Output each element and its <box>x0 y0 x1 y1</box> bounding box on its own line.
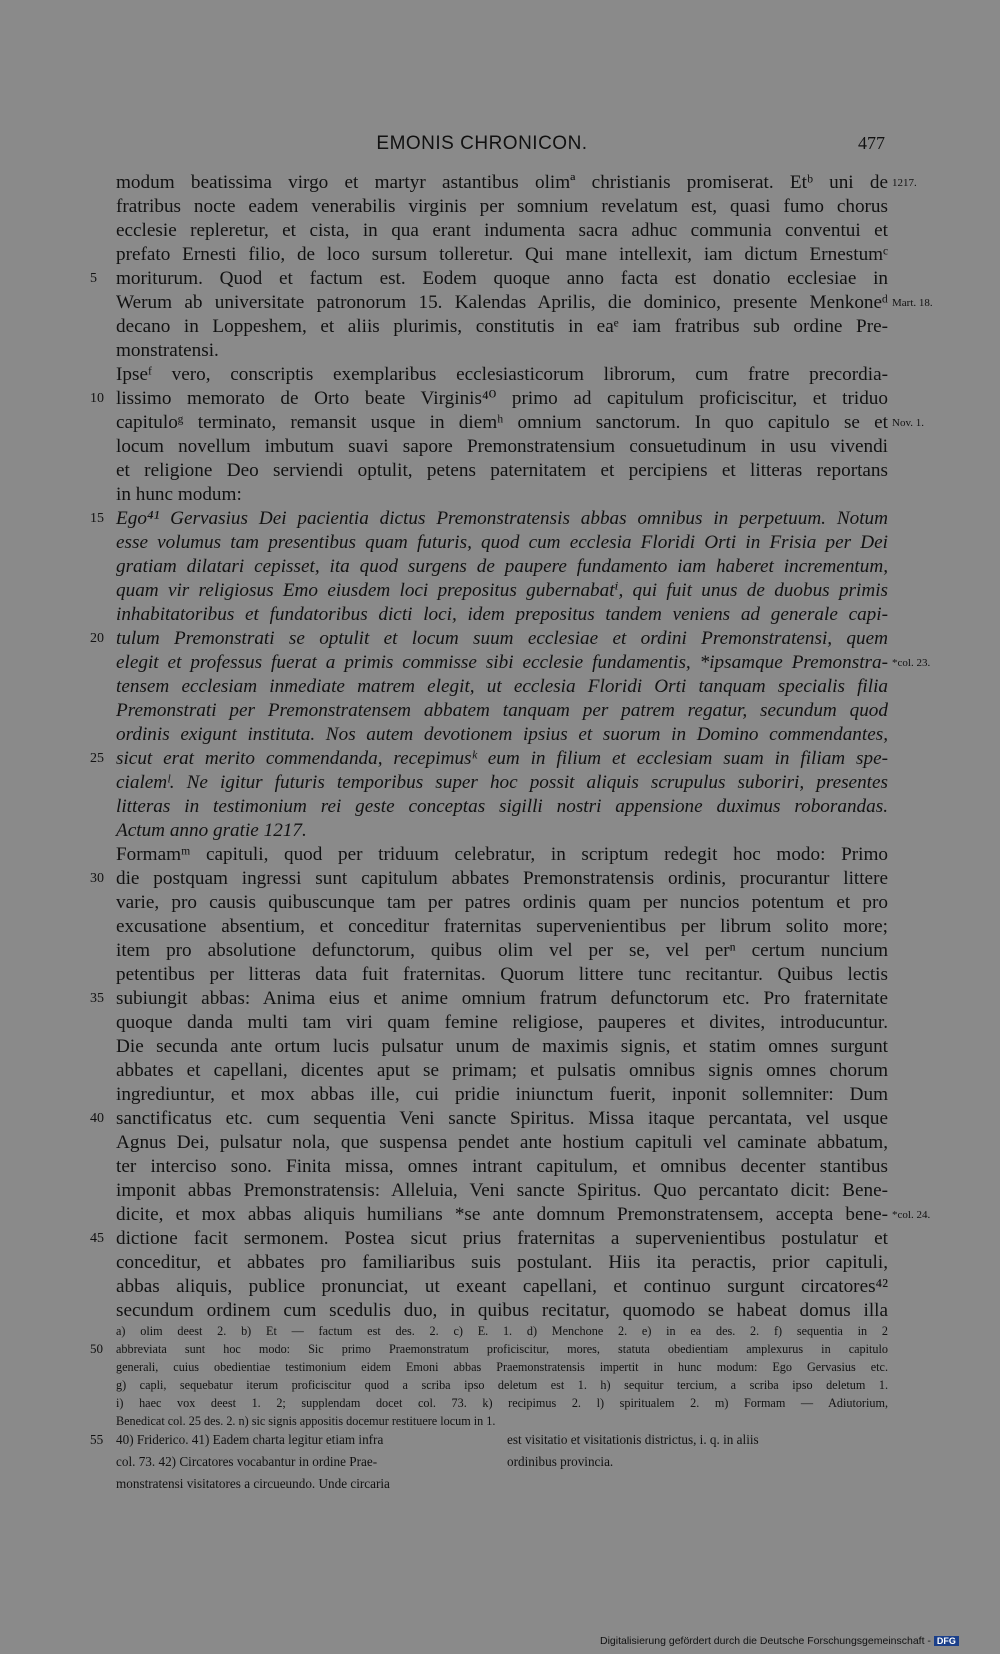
margin-note: 1217. <box>892 177 917 189</box>
text-line: dicite, et mox abbas aliquis humilians *se ante domnum Premonstratensem, accepta bene- <box>116 1204 888 1225</box>
endnote-line: monstratensi visitatores a circueundo. Unde circaria <box>116 1476 390 1491</box>
text-line: cialemˡ. Ne igitur futuris temporibus super hoc possit aliquis scrupulus suboriri, presentes <box>116 772 888 793</box>
text-line: esse volumus tam presentibus quam futuris, quod cum ecclesia Floridi Orti in Frisia per Dei <box>116 532 888 553</box>
text-line: conceditur, et abbates pro familiaribus suis postulant. Hiis ita peractis, prior capituli, <box>116 1252 888 1273</box>
text-line: monstratensi. <box>116 340 219 361</box>
page-number: 477 <box>858 133 885 153</box>
text-line: prefato Ernesti filio, de loco sursum tolleretur. Qui mane intellexit, iam dictum Ernestumᶜ <box>116 244 888 265</box>
line-number: 15 <box>90 511 104 526</box>
text-line: tulum Premonstrati se optulit et locum suum ecclesiae et ordini Premonstratensi, quem <box>116 628 888 649</box>
page-header <box>0 133 1000 163</box>
text-line: Ipseᶠ vero, conscriptis exemplaribus ecclesiasticorum librorum, cum fratre precordia- <box>116 364 888 385</box>
text-line: sanctificatus etc. cum sequentia Veni sancte Spiritus. Missa itaque percantata, vel usque <box>116 1108 888 1129</box>
text-line: abbates et capellani, dicentes aput se primam; et pulsatis omnibus signis omnes chorum <box>116 1060 888 1081</box>
text-line: locum novellum imbutum suavi sapore Premonstratensium consuetudinum in usu vivendi <box>116 436 888 457</box>
line-number: 10 <box>90 391 104 406</box>
footnote-line: abbreviata sunt hoc modo: Sic primo Praemonstratum proficiscitur, mores, statuta obedientiam amplexurus in capitulo <box>116 1342 888 1356</box>
text-line: elegit et professus fuerat a primis commisse sibi ecclesie fundamentis, *ipsamque Premonstra- <box>116 652 888 673</box>
text-line: lissimo memorato de Orto beate Virginis⁴⁰ primo ad capitulum proficiscitur, et triduo <box>116 388 888 409</box>
margin-note: Nov. 1. <box>892 417 924 429</box>
footnote-line: a) olim deest 2. b) Et — factum est des. 2. c) E. 1. d) Menchone 2. e) in ea des. 2. f) sequentia in 2 <box>116 1324 888 1338</box>
line-number: 20 <box>90 631 104 646</box>
text-line: quoque danda multi tam viri quam femine religiose, pauperes et divites, introducuntur. <box>116 1012 888 1033</box>
text-line: et religione Deo serviendi optulit, petens paternitatem et percipiens et litteras reportans <box>116 460 888 481</box>
dfg-logo: DFG <box>934 1636 959 1646</box>
text-line: quam vir religiosus Emo eiusdem loci prepositus gubernabatⁱ, qui fuit unus de duobus primis <box>116 580 888 601</box>
line-number: 45 <box>90 1231 104 1246</box>
text-line: inhabitatoribus et fundatoribus dicti loci, idem prepositus tandem veniens ad generale capi- <box>116 604 888 625</box>
text-line: gratiam dilatari cepisset, ita quod surgens de paupere fundamento iam haberet incrementum, <box>116 556 888 577</box>
text-line: moriturum. Quod et factum est. Eodem quoque anno facta est donatio ecclesiae in <box>116 268 888 289</box>
margin-note: *col. 23. <box>892 657 931 669</box>
margin-note: Mart. 18. <box>892 297 933 309</box>
text-line: die postquam ingressi sunt capitulum abbates Premonstratensis ordinis, procurantur littere <box>116 868 888 889</box>
text-line: item pro absolutione defunctorum, quibus olim vel per se, vel perⁿ certum nuncium <box>116 940 888 961</box>
text-line: dictione facit sermonem. Postea sicut prius fraternitas a supervenientibus postulatur et <box>116 1228 888 1249</box>
endnote-line: col. 73. 42) Circatores vocabantur in ordine Prae- <box>116 1454 378 1469</box>
text-line: Premonstrati per Premonstratensem abbatem tanquam per patrem regatur, secundum quod <box>116 700 888 721</box>
text-line: sicut erat merito commendanda, recepimusᵏ eum in filium et ecclesiam suam in filiam spe- <box>116 748 888 769</box>
text-line: Agnus Dei, pulsatur nola, que suspensa pendet ante hostium capituli vel caminate abbatum, <box>116 1132 888 1153</box>
line-number: 40 <box>90 1111 104 1126</box>
text-line: abbas aliquis, publice pronunciat, ut exeant capellani, et continuo surgunt circatores⁴² <box>116 1276 888 1297</box>
endnote-line: ordinibus provincia. <box>507 1454 614 1469</box>
text-line: Formamᵐ capituli, quod per triduum celebratur, in scriptum redegit hoc modo: Primo <box>116 844 888 865</box>
line-number: 50 <box>90 1341 103 1356</box>
footer-text: Digitalisierung gefördert durch die Deutsche Forschungsgemeinschaft - <box>600 1635 931 1647</box>
text-line: in hunc modum: <box>116 484 242 505</box>
footer-credit <box>600 1635 959 1647</box>
text-line: petentibus per litteras data fuit fraternitas. Quorum littere tunc recitantur. Quibus lectis <box>116 964 888 985</box>
line-number: 30 <box>90 871 104 886</box>
line-number: 35 <box>90 991 104 1006</box>
text-line: ingrediuntur, et mox abbas ille, cui pridie iniunctum fuerit, inponit sollemniter: Dum <box>116 1084 888 1105</box>
footnote-line: g) capli, sequebatur iterum proficiscitur quod a scriba ipso deletum est 1. h) sequitur tercium, a scriba ipso deletum 1. <box>116 1378 888 1392</box>
margin-note: *col. 24. <box>892 1209 931 1221</box>
footnote-line: Benedicat col. 25 des. 2. n) sic signis appositis docemur restituere locum in 1. <box>116 1414 496 1428</box>
text-line: excusatione absentium, et conceditur fraternitas supervenientibus per librum solito more; <box>116 916 888 937</box>
text-line: Die secunda ante ortum lucis pulsatur unum de maximis signis, et statim omnes surgunt <box>116 1036 888 1057</box>
text-line: Werum ab universitate patronorum 15. Kalendas Aprilis, die dominico, presente Menkoneᵈ <box>116 292 888 313</box>
text-line: Ego⁴¹ Gervasius Dei pacientia dictus Premonstratensis abbas omnibus in perpetuum. Notum <box>116 508 888 529</box>
text-line: ter interciso sono. Finita missa, omnes intrant capitulum, et omnibus decenter stantibus <box>116 1156 888 1177</box>
text-line: modum beatissima virgo et martyr astantibus olimª christianis promiserat. Etᵇ uni de <box>116 172 888 193</box>
text-line: ecclesie repleretur, et cista, in qua erant indumenta sacra adhuc communia conventui et <box>116 220 888 241</box>
text-line: fratribus nocte eadem venerabilis virginis per somnium revelatum est, quasi fumo chorus <box>116 196 888 217</box>
footnote-line: i) haec vox deest 1. 2; supplendam docet col. 73. k) recipimus 2. l) spiritualem 2. m) Formam — Adiutorium, <box>116 1396 888 1410</box>
text-line: decano in Loppeshem, et aliis plurimis, constitutis in eaᵉ iam fratribus sub ordine Pre- <box>116 316 888 337</box>
text-line: tensem ecclesiam inmediate matrem elegit, ut ecclesia Floridi Orti tanquam specialis filia <box>116 676 888 697</box>
line-number: 55 <box>90 1432 104 1447</box>
text-line: litteras in testimonium rei geste conceptas sigilli nostri appensione duximus roborandas. <box>116 796 888 817</box>
text-line: Actum anno gratie 1217. <box>116 820 307 841</box>
text-line: ordinis exigunt instituta. Nos autem devotionem ipsius et suorum in Domino commendantes, <box>116 724 888 745</box>
footnote-line: generali, cuius obedientiae testimonium eidem Emoni abbas Praemonstratensis impertit in hunc modum: Ego Gervasius etc. <box>116 1360 888 1374</box>
endnote-line: est visitatio et visitationis districtus, i. q. in aliis <box>507 1432 759 1447</box>
text-line: subiungit abbas: Anima eius et anime omnium fratrum defunctorum etc. Pro fraternitate <box>116 988 888 1009</box>
running-title: EMONIS CHRONICON. <box>376 133 588 154</box>
text-line: capituloᵍ terminato, remansit usque in diemʰ omnium sanctorum. In quo capitulo se et <box>116 412 888 433</box>
text-line: imponit abbas Premonstratensis: Alleluia, Veni sancte Spiritus. Quo percantato dicit: Bene- <box>116 1180 888 1201</box>
text-line: secundum ordinem cum scedulis duo, in quibus recitatur, quomodo se habeat domus illa <box>116 1300 888 1321</box>
line-number: 5 <box>90 271 97 286</box>
line-number: 25 <box>90 751 104 766</box>
endnote-line: 40) Friderico. 41) Eadem charta legitur etiam infra <box>116 1432 384 1447</box>
text-line: varie, pro causis quibuscunque tam per patres ordinis quam per nuncios potentum et pro <box>116 892 888 913</box>
